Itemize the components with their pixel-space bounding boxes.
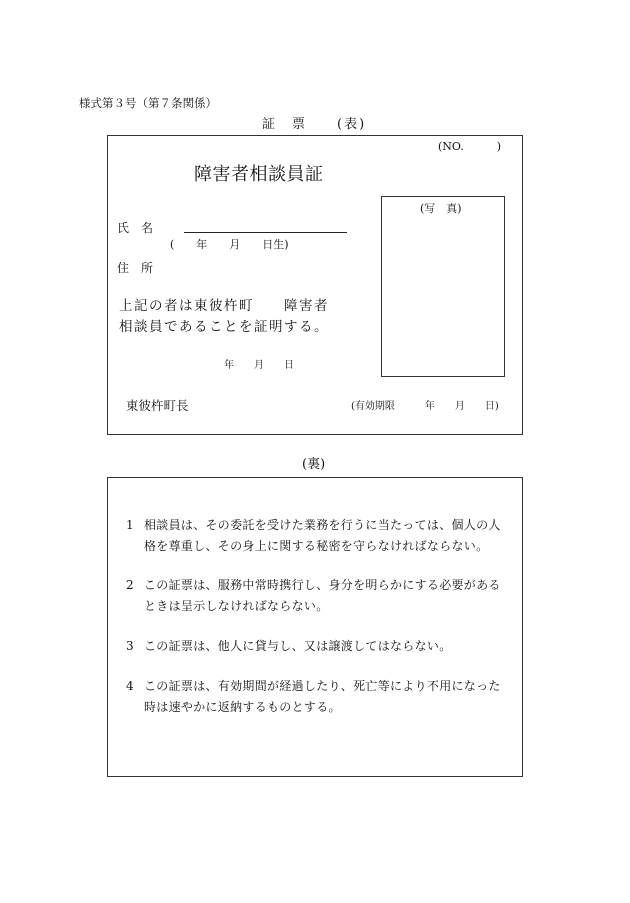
clause-number: 2: [126, 578, 134, 592]
clause-text: この証票は、他人に貸与し、又は譲渡してはならない。: [144, 639, 452, 653]
issuer: 東彼杵町長: [126, 398, 189, 413]
address-label: 住 所: [117, 261, 154, 275]
birth-date-line: ( 年 月 日生): [170, 238, 289, 251]
clause: [126, 575, 501, 617]
clause-number: 3: [126, 639, 134, 653]
clause: [126, 676, 501, 718]
form-number: 様式第３号（第７条関係）: [79, 96, 217, 110]
clause: [126, 515, 501, 557]
clause-number: 4: [126, 679, 134, 693]
clause-text: 相談員は、その委託を受けた業務を行うに当たっては、個人の人 格を尊重し、その身上に関する秘密を守らなければならない。: [144, 518, 501, 553]
photo-box: [381, 196, 505, 377]
clause: [126, 636, 452, 657]
card-title: 障害者相談員証: [194, 164, 324, 185]
card-back: [107, 477, 523, 777]
validity-period: (有効期限 年 月 日): [351, 401, 499, 412]
card-front: [107, 135, 523, 435]
clause-text: この証票は、服務中常時携行し、身分を明らかにする必要がある ときは呈示しなければならない。: [144, 578, 501, 613]
certification-text: 上記の者は東彼杵町 障害者 相談員であることを証明する。: [119, 298, 329, 335]
front-heading: 証 票 (表): [262, 117, 367, 132]
clause-text: この証票は、有効期間が経過したり、死亡等により不用になった 時は速やかに返納するものとする。: [144, 679, 501, 714]
name-label: 氏 名: [117, 221, 154, 235]
photo-label: (写 真): [420, 202, 462, 215]
issue-date: 年 月 日: [224, 360, 294, 371]
clause-number: 1: [126, 518, 134, 532]
card-number-field: (NO. ): [438, 140, 502, 153]
name-underline: [184, 232, 347, 233]
back-heading: (裏): [302, 457, 326, 472]
